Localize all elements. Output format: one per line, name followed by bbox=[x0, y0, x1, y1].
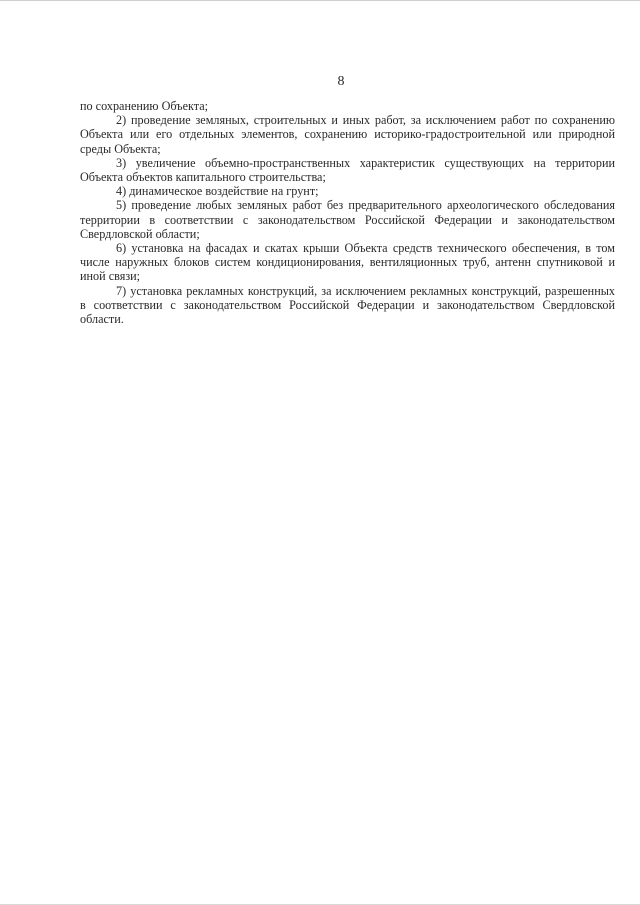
page-number: 8 bbox=[337, 74, 345, 89]
list-item-3: 3) увеличение объемно-пространственных характеристик существующих на территории Объекта объектов капитального строительства; bbox=[80, 155, 615, 185]
list-item-7: 7) установка рекламных конструкций, за исключением рекламных конструкций, разрешенных в соответствии с законодательством Российской Федерации и законодательством Свердловской области. bbox=[80, 283, 615, 327]
page-top-edge bbox=[0, 0, 640, 1]
list-item-2: 2) проведение земляных, строительных и иных работ, за исключением работ по сохранению Объекта или его отдельных элементов, сохранению историко-градостроительной или природной среды Объекта; bbox=[80, 113, 615, 156]
list-item-5: 5) проведение любых земляных работ без предварительного археологического обследования территории в соответствии с законодательством Российской Федерации и законодательством Свердловской области; bbox=[80, 198, 615, 241]
paragraph-continuation: по сохранению Объекта; bbox=[80, 99, 209, 113]
document-body bbox=[80, 99, 615, 326]
list-item-6: 6) установка на фасадах и скатах крыши Объекта средств технического обеспечения, в том числе наружных блоков систем кондиционирования, вентиляционных труб, антенн спутниковой и иной связи; bbox=[80, 241, 615, 284]
list-item-4: 4) динамическое воздействие на грунт; bbox=[116, 184, 319, 199]
